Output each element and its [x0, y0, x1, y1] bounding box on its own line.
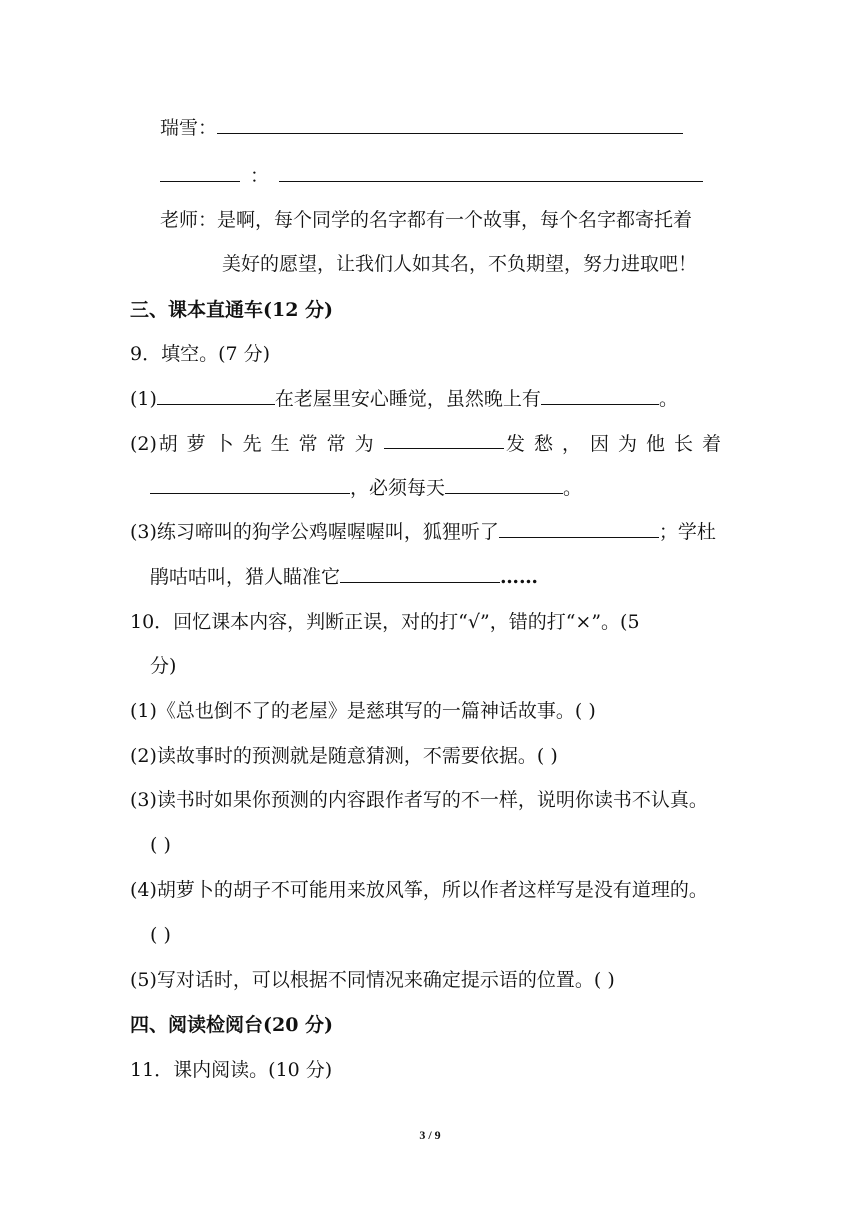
q9-item2-end: 。: [563, 477, 583, 499]
q9-item3-blank-a: [499, 519, 659, 538]
page-number: 3 / 9: [419, 1128, 441, 1142]
q9-item3-line1: [130, 518, 716, 546]
q11-title: 11．课内阅读。(10 分): [130, 1059, 333, 1081]
section3-heading: 三、课本直通车(12 分): [130, 299, 334, 321]
q9-item2-line1: [130, 430, 730, 458]
q10-item3-line2: ( ): [150, 834, 171, 856]
q9-item2-blank-c: [445, 475, 563, 494]
q9-item1-number: (1): [130, 388, 157, 410]
teacher-line-1: [160, 206, 692, 234]
q9-item3-text-a: (3)练习啼叫的狗学公鸡喔喔喔叫，狐狸听了: [130, 521, 499, 543]
unknown-speaker-line: [160, 162, 703, 190]
q9-item2-blank-b: [150, 475, 350, 494]
q9-item1: [130, 385, 678, 413]
q9-item3-end: ……: [500, 566, 539, 588]
q10-item5: (5)写对话时，可以根据不同情况来确定提示语的位置。( ): [130, 969, 615, 991]
speaker-answer-blank: [279, 163, 703, 182]
ruixue-label: 瑞雪：: [160, 117, 218, 139]
q9-title: 9．填空。(7 分): [130, 343, 271, 365]
q10-item4-line2: ( ): [150, 924, 171, 946]
q9-item1-end: 。: [658, 388, 678, 410]
q9-item2-text-a: 胡萝卜先生常常为: [158, 433, 383, 455]
q9-item2-text-c: ，必须每天: [350, 477, 446, 499]
q10-title-line1: 10．回忆课本内容，判断正误，对的打“√”，错的打“×”。(5: [130, 611, 640, 633]
q9-item3-text-b: ；学杜: [658, 521, 716, 543]
section4-heading: 四、阅读检阅台(20 分): [130, 1014, 334, 1036]
speaker-name-blank: [160, 163, 240, 182]
q10-item1: (1)《总也倒不了的老屋》是慈琪写的一篇神话故事。( ): [130, 700, 596, 722]
teacher-text-1: 是啊，每个同学的名字都有一个故事，每个名字都寄托着: [217, 209, 693, 231]
q9-item1-blank-b: [541, 386, 659, 405]
q9-item2-blank-a: [384, 430, 504, 449]
q9-item3-text-c: 鹃咕咕叫，猎人瞄准它: [150, 566, 341, 588]
q9-item3-blank-b: [340, 564, 500, 583]
q9-item1-blank-a: [157, 386, 275, 405]
speaker-colon: ：: [250, 165, 270, 187]
q9-item2-number: (2): [130, 433, 157, 455]
q9-item2-text-b: 发愁，因为他长着: [505, 433, 730, 455]
ruixue-line: [160, 114, 683, 142]
q9-item2-line2: [150, 474, 582, 502]
teacher-line-2: 美好的愿望，让我们人如其名，不负期望，努力进取吧！: [222, 253, 698, 275]
q10-item4-line1: (4)胡萝卜的胡子不可能用来放风筝，所以作者这样写是没有道理的。: [130, 879, 708, 901]
q10-title-line2: 分): [150, 655, 177, 677]
teacher-label: 老师：: [160, 209, 218, 231]
ruixue-answer-blank: [217, 115, 683, 134]
q9-item3-line2: [150, 563, 538, 591]
q9-item1-text: 在老屋里安心睡觉，虽然晚上有: [274, 388, 541, 410]
q10-item2: (2)读故事时的预测就是随意猜测，不需要依据。( ): [130, 745, 558, 767]
q10-item3-line1: (3)读书时如果你预测的内容跟作者写的不一样，说明你读书不认真。: [130, 789, 708, 811]
